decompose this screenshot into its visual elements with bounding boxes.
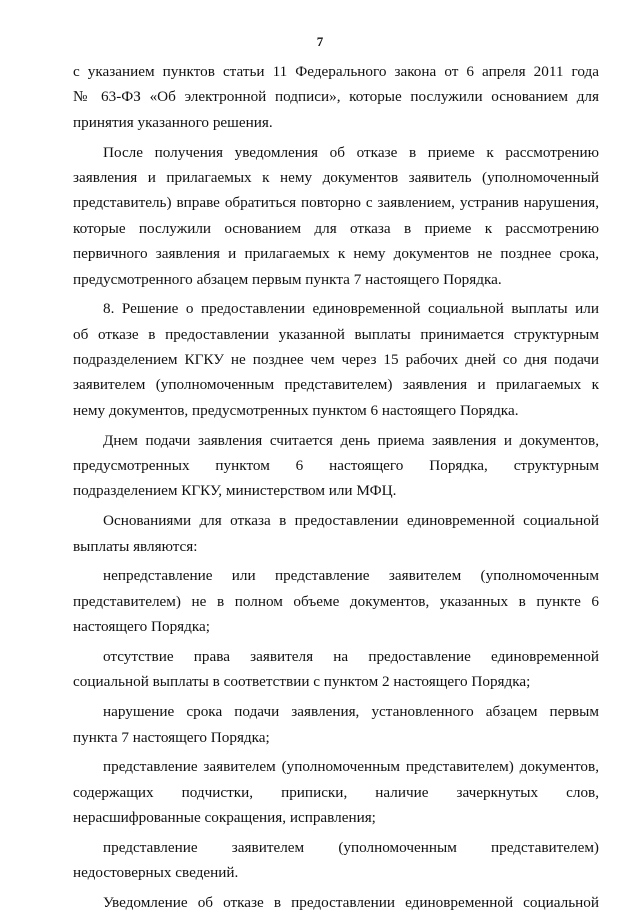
paragraph: [73, 699, 599, 750]
text-line: предусмотренных пунктом 6 настоящего Порядка, структурным: [73, 457, 599, 475]
text-line: Уведомление об отказе в предоставлении единовременной социальной: [103, 894, 599, 912]
text-line: 8. Решение о предоставлении единовременной социальной выплаты или: [103, 300, 599, 318]
text-line: представление заявителем (уполномоченным представителем) документов,: [103, 758, 599, 776]
text-line: содержащих подчистки, приписки, наличие зачеркнутых слов,: [73, 783, 599, 801]
text-line: подразделением КГКУ, министерством или МФЦ.: [73, 482, 397, 500]
text-line: пункта 7 настоящего Порядка;: [73, 728, 270, 746]
text-line: нерасшифрованные сокращения, исправления;: [73, 809, 376, 827]
text-line: принятия указанного решения.: [73, 113, 273, 131]
paragraph: [73, 754, 599, 830]
text-line: нему документов, предусмотренных пунктом 6 настоящего Порядка.: [73, 401, 519, 419]
text-line: заявителем (уполномоченным представителем) заявления и прилагаемых к: [73, 376, 599, 394]
paragraph: [73, 428, 599, 504]
text-line: социальной выплаты в соответствии с пунктом 2 настоящего Порядка;: [73, 673, 531, 691]
text-line: непредставление или представление заявителем (уполномоченным: [103, 567, 599, 585]
text-line: настоящего Порядка;: [73, 618, 210, 636]
text-line: об отказе в предоставлении указанной выплаты принимается структурным: [73, 325, 599, 343]
document-body: [73, 59, 599, 920]
text-line: представитель) вправе обратиться повторно с заявлением, устранив нарушения,: [73, 194, 599, 212]
paragraph: [73, 508, 599, 559]
page-number: 7: [316, 34, 324, 49]
paragraph: [73, 890, 599, 915]
text-line: первичного заявления и прилагаемых к нему документов не позднее срока,: [73, 245, 599, 263]
text-line: После получения уведомления об отказе в приеме к рассмотрению: [103, 143, 599, 161]
text-line: Основаниями для отказа в предоставлении единовременной социальной: [103, 512, 599, 530]
text-line: Днем подачи заявления считается день приема заявления и документов,: [103, 431, 599, 449]
text-line: представление заявителем (уполномоченным представителем): [103, 838, 599, 856]
text-line: которые послужили основанием для отказа в приеме к рассмотрению: [73, 219, 599, 237]
text-line: недостоверных сведений.: [73, 864, 239, 882]
paragraph: [73, 59, 599, 135]
paragraph: [73, 835, 599, 886]
text-line: предусмотренного абзацем первым пункта 7 настоящего Порядка.: [73, 270, 502, 288]
paragraph: [73, 644, 599, 695]
text-line: отсутствие права заявителя на предоставление единовременной: [103, 647, 599, 665]
text-line: с указанием пунктов статьи 11 Федерального закона от 6 апреля 2011 года: [73, 63, 599, 80]
paragraph: [73, 296, 599, 423]
paragraph: [73, 140, 599, 292]
text-line: подразделением КГКУ не позднее чем через 15 рабочих дней со дня подачи: [73, 351, 599, 369]
text-line: выплаты являются:: [73, 537, 198, 555]
text-line: нарушение срока подачи заявления, установленного абзацем первым: [103, 703, 599, 721]
paragraph: [73, 563, 599, 639]
text-line: № 63-ФЗ «Об электронной подписи», которые послужили основанием для: [73, 88, 599, 106]
text-line: заявления и прилагаемых к нему документов заявитель (уполномоченный: [73, 168, 599, 186]
text-line: представителем) не в полном объеме документов, указанных в пункте 6: [73, 592, 599, 610]
